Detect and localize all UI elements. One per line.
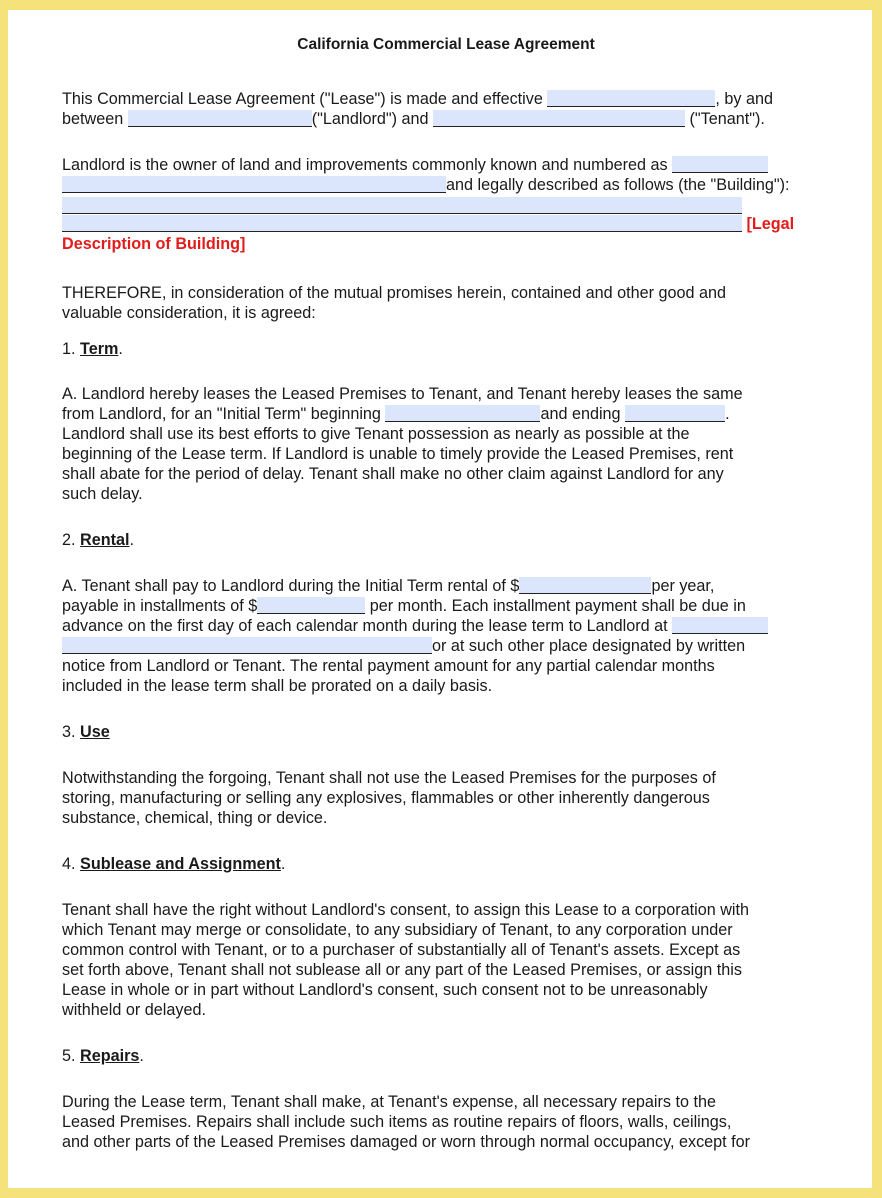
payment-address-field-2[interactable] (62, 637, 432, 654)
annual-rent-field[interactable] (519, 577, 651, 594)
page-fade (8, 1170, 872, 1188)
section-2-line: A. Tenant shall pay to Landlord during the Initial Term rental of $ (62, 577, 520, 595)
consideration-line: THEREFORE, in consideration of the mutual promises herein, contained and other good and (62, 284, 727, 302)
legal-description-placeholder-cont: Description of Building] (62, 235, 246, 253)
section-1-line: and ending (540, 405, 621, 423)
section-2-line: notice from Landlord or Tenant. The rental payment amount for any partial calendar months (62, 657, 715, 675)
section-4-line: set forth above, Tenant shall not sublease all or any part of the Leased Premises, or assign this (62, 961, 742, 979)
term-start-date-field[interactable] (385, 405, 540, 422)
legal-description-placeholder: [Legal (746, 215, 795, 233)
intro-text: This Commercial Lease Agreement ("Lease") is made and effective (62, 90, 543, 108)
building-address-field-2[interactable] (62, 176, 446, 193)
section-4-body (62, 900, 830, 1020)
intro-paragraph (62, 89, 830, 129)
section-2-line: payable in installments of $ (62, 597, 258, 615)
section-3-body (62, 768, 830, 828)
intro-text: , by and (715, 90, 773, 108)
section-3-line: substance, chemical, thing or device. (62, 809, 328, 827)
section-5-body (62, 1092, 830, 1152)
section-2-heading: 2. Rental. (62, 531, 134, 549)
section-1-line: from Landlord, for an "Initial Term" beginning (62, 405, 381, 423)
section-5-line: and other parts of the Leased Premises damaged or worn through normal occupancy, except for (62, 1133, 751, 1151)
consideration-paragraph (62, 283, 830, 323)
section-5-line: Leased Premises. Repairs shall include such items as routine repairs of floors, walls, ceilings, (62, 1113, 732, 1131)
section-2-line: included in the lease term shall be prorated on a daily basis. (62, 677, 493, 695)
landlord-name-field[interactable] (128, 110, 312, 127)
section-1-title: Term (80, 340, 119, 358)
section-4-title: Sublease and Assignment (80, 855, 281, 873)
section-3-line: storing, manufacturing or selling any explosives, flammables or other inherently dangerous (62, 789, 710, 807)
intro-text: ("Landlord") and (311, 110, 429, 128)
legal-description-field[interactable] (62, 197, 742, 214)
building-text: and legally described as follows (the "Building"): (446, 176, 790, 194)
tenant-name-field[interactable] (433, 110, 685, 127)
monthly-rent-field[interactable] (257, 597, 365, 614)
section-1-line: such delay. (62, 485, 143, 503)
section-2-line: or at such other place designated by written (432, 637, 746, 655)
section-4-line: which Tenant may merge or consolidate, to any subsidiary of Tenant, to any corporation under (62, 921, 733, 939)
section-1-heading: 1. Term. (62, 340, 123, 358)
section-4-line: withheld or delayed. (62, 1001, 206, 1019)
section-5-line: During the Lease term, Tenant shall make, at Tenant's expense, all necessary repairs to the (62, 1093, 716, 1111)
term-end-date-field[interactable] (625, 405, 725, 422)
building-address-field[interactable] (672, 156, 768, 173)
consideration-line: valuable consideration, it is agreed: (62, 304, 316, 322)
section-5-heading: 5. Repairs. (62, 1047, 144, 1065)
intro-text: ("Tenant"). (689, 110, 765, 128)
section-4-line: Tenant shall have the right without Landlord's consent, to assign this Lease to a corporation with (62, 901, 749, 919)
section-1-line: Landlord shall use its best efforts to give Tenant possession as nearly as possible at the (62, 425, 690, 443)
section-2-body (62, 576, 830, 696)
section-2-line: per month. Each installment payment shall be due in (369, 597, 746, 615)
section-1-line: beginning of the Lease term. If Landlord is unable to timely provide the Leased Premises, rent (62, 445, 734, 463)
section-3-title: Use (80, 723, 110, 741)
section-2-line: per year, (651, 577, 715, 595)
section-1-line: A. Landlord hereby leases the Leased Premises to Tenant, and Tenant hereby leases the same (62, 385, 743, 403)
section-3-line: Notwithstanding the forgoing, Tenant shall not use the Leased Premises for the purposes of (62, 769, 716, 787)
payment-address-field[interactable] (672, 617, 768, 634)
section-5-title: Repairs (80, 1047, 140, 1065)
building-text: Landlord is the owner of land and improvements commonly known and numbered as (62, 156, 668, 174)
intro-text: between (62, 110, 124, 128)
document-page (8, 10, 872, 1188)
section-2-title: Rental (80, 531, 130, 549)
section-1-line: shall abate for the period of delay. Tenant shall make no other claim against Landlord for any (62, 465, 724, 483)
section-4-heading: 4. Sublease and Assignment. (62, 855, 286, 873)
section-2-line: advance on the first day of each calendar month during the lease term to Landlord at (62, 617, 668, 635)
legal-description-field-2[interactable] (62, 215, 742, 232)
section-4-line: Lease in whole or in part without Landlord's consent, such consent not to be unreasonably (62, 981, 708, 999)
section-4-line: common control with Tenant, or to a purchaser of substantially all of Tenant's assets. Except as (62, 941, 741, 959)
building-paragraph (62, 155, 830, 254)
section-1-body: A. Landlord hereby leases the Leased Premises to Tenant, and Tenant hereby leases the same from Landlord, for an "Initial Term" beginning and ending . Landlord shall use its best efforts to give Tenant possession as nearly as possible at the beginning of the Lease term. If Landlord is unable to timely provide the Leased Premises, rent shall abate for the period of delay. Tenant shall make no other claim against Landlord for any such delay. (62, 384, 830, 504)
effective-date-field[interactable] (547, 90, 715, 107)
section-3-heading: 3. Use (62, 723, 110, 741)
document-title: California Commercial Lease Agreement (297, 36, 595, 53)
